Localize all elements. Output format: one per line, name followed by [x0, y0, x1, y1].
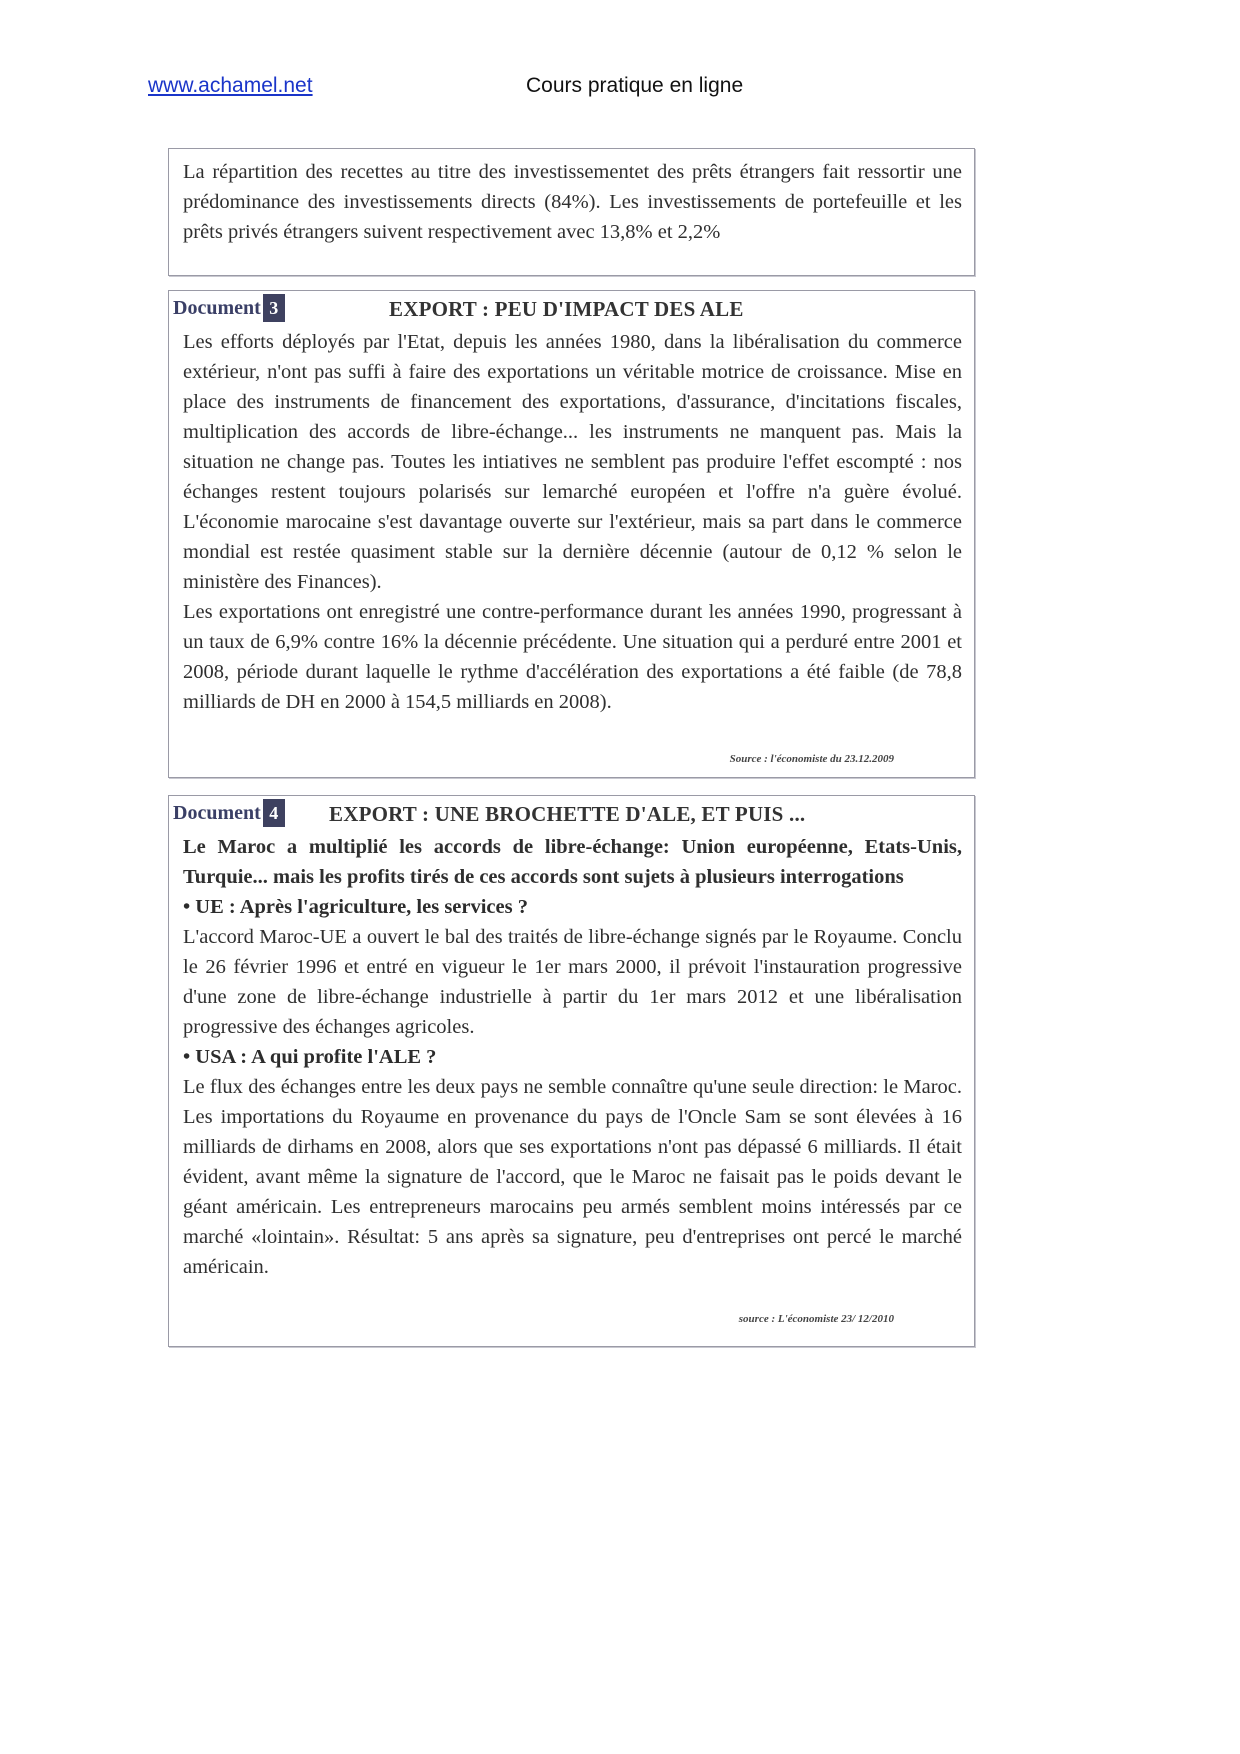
document-3-box	[168, 290, 975, 778]
document-4-section-1-text: L'accord Maroc-UE a ouvert le bal des traités de libre-échange signés par le Royaume. Conclu le 26 février 1996 et entré en vigueur le 1er mars 2000, il prévoit l'instauration progressive d'une zone de libre-échange industrielle à partir du 1er mars 2012 et une libéralisation progressive des échanges agricoles.	[183, 926, 962, 1038]
page-header	[0, 74, 1240, 104]
document-4-box	[168, 795, 975, 1347]
document-4-title: EXPORT : UNE BROCHETTE D'ALE, ET PUIS ...	[329, 802, 806, 826]
document-4-lead: Le Maroc a multiplié les accords de libre-échange: Union européenne, Etats-Unis, Turquie... mais les profits tirés de ces accords sont sujets à plusieurs interrogations	[183, 836, 962, 888]
document-3-number: 3	[263, 294, 285, 322]
intro-text: La répartition des recettes au titre des investissementet des prêts étrangers fait ressortir une prédominance des investissements directs (84%). Les investissements de portefeuille et les prêts privés étrangers suivent respectivement avec 13,8% et 2,2%	[183, 161, 962, 243]
document-4-section-1-heading: • UE : Après l'agriculture, les services ?	[183, 896, 528, 918]
document-4-section-2-heading: • USA : A qui profite l'ALE ?	[183, 1046, 437, 1068]
document-3-paragraph-1: Les efforts déployés par l'Etat, depuis les années 1980, dans la libéralisation du commerce extérieur, n'ont pas suffi à faire des exportations un véritable motrice de croissance. Mise en place des instruments de financement des exportations, d'assurance, d'incitations fiscales, multiplication des accords de libre-échange... les instruments ne manquent pas. Mais la situation ne change pas. Toutes les intiatives ne semblent pas produire l'effet escompté : nos échanges restent toujours polarisés sur lemarché européen et l'offre n'a guère évolué. L'économie marocaine s'est davantage ouverte sur l'extérieur, mais sa part dans le commerce mondial est restée quasiment stable sur la dernière décennie (autour de 0,12 % selon le ministère des Finances).	[183, 331, 962, 593]
document-3-body	[183, 327, 962, 717]
intro-box	[168, 148, 975, 276]
document-4-number: 4	[263, 799, 285, 827]
document-3-source: Source : l'économiste du 23.12.2009	[729, 753, 894, 765]
document-4-section-2-text: Le flux des échanges entre les deux pays ne semble connaître qu'une seule direction: le Maroc. Les importations du Royaume en provenance du pays de l'Oncle Sam se sont élevées à 16 milliards de dirhams en 2008, alors que ses exportations n'ont pas dépassé 6 milliards. Il était évident, avant même la signature de l'accord, que le Maroc ne faisait pas le poids devant le géant américain. Les entrepreneurs marocains peu armés semblent moins intéressés par ce marché «lointain». Résultat: 5 ans après sa signature, peu d'entreprises ont percé le marché américain.	[183, 1076, 962, 1278]
document-3-title: EXPORT : PEU D'IMPACT DES ALE	[389, 297, 744, 321]
header-title: Cours pratique en ligne	[526, 74, 744, 97]
document-4-label: Document	[173, 801, 261, 824]
site-link[interactable]: www.achamel.net	[148, 74, 313, 97]
document-3-tag	[173, 293, 285, 323]
document-4-body	[183, 832, 962, 1282]
document-4-tag	[173, 798, 285, 828]
document-4-source: source : L'économiste 23/ 12/2010	[738, 1313, 894, 1325]
document-3-paragraph-2: Les exportations ont enregistré une contre-performance durant les années 1990, progressant à un taux de 6,9% contre 16% la décennie précédente. Une situation qui a perduré entre 2001 et 2008, période durant laquelle le rythme d'accélération des exportations a été faible (de 78,8 milliards de DH en 2000 à 154,5 milliards en 2008).	[183, 601, 962, 713]
document-3-label: Document	[173, 296, 261, 319]
